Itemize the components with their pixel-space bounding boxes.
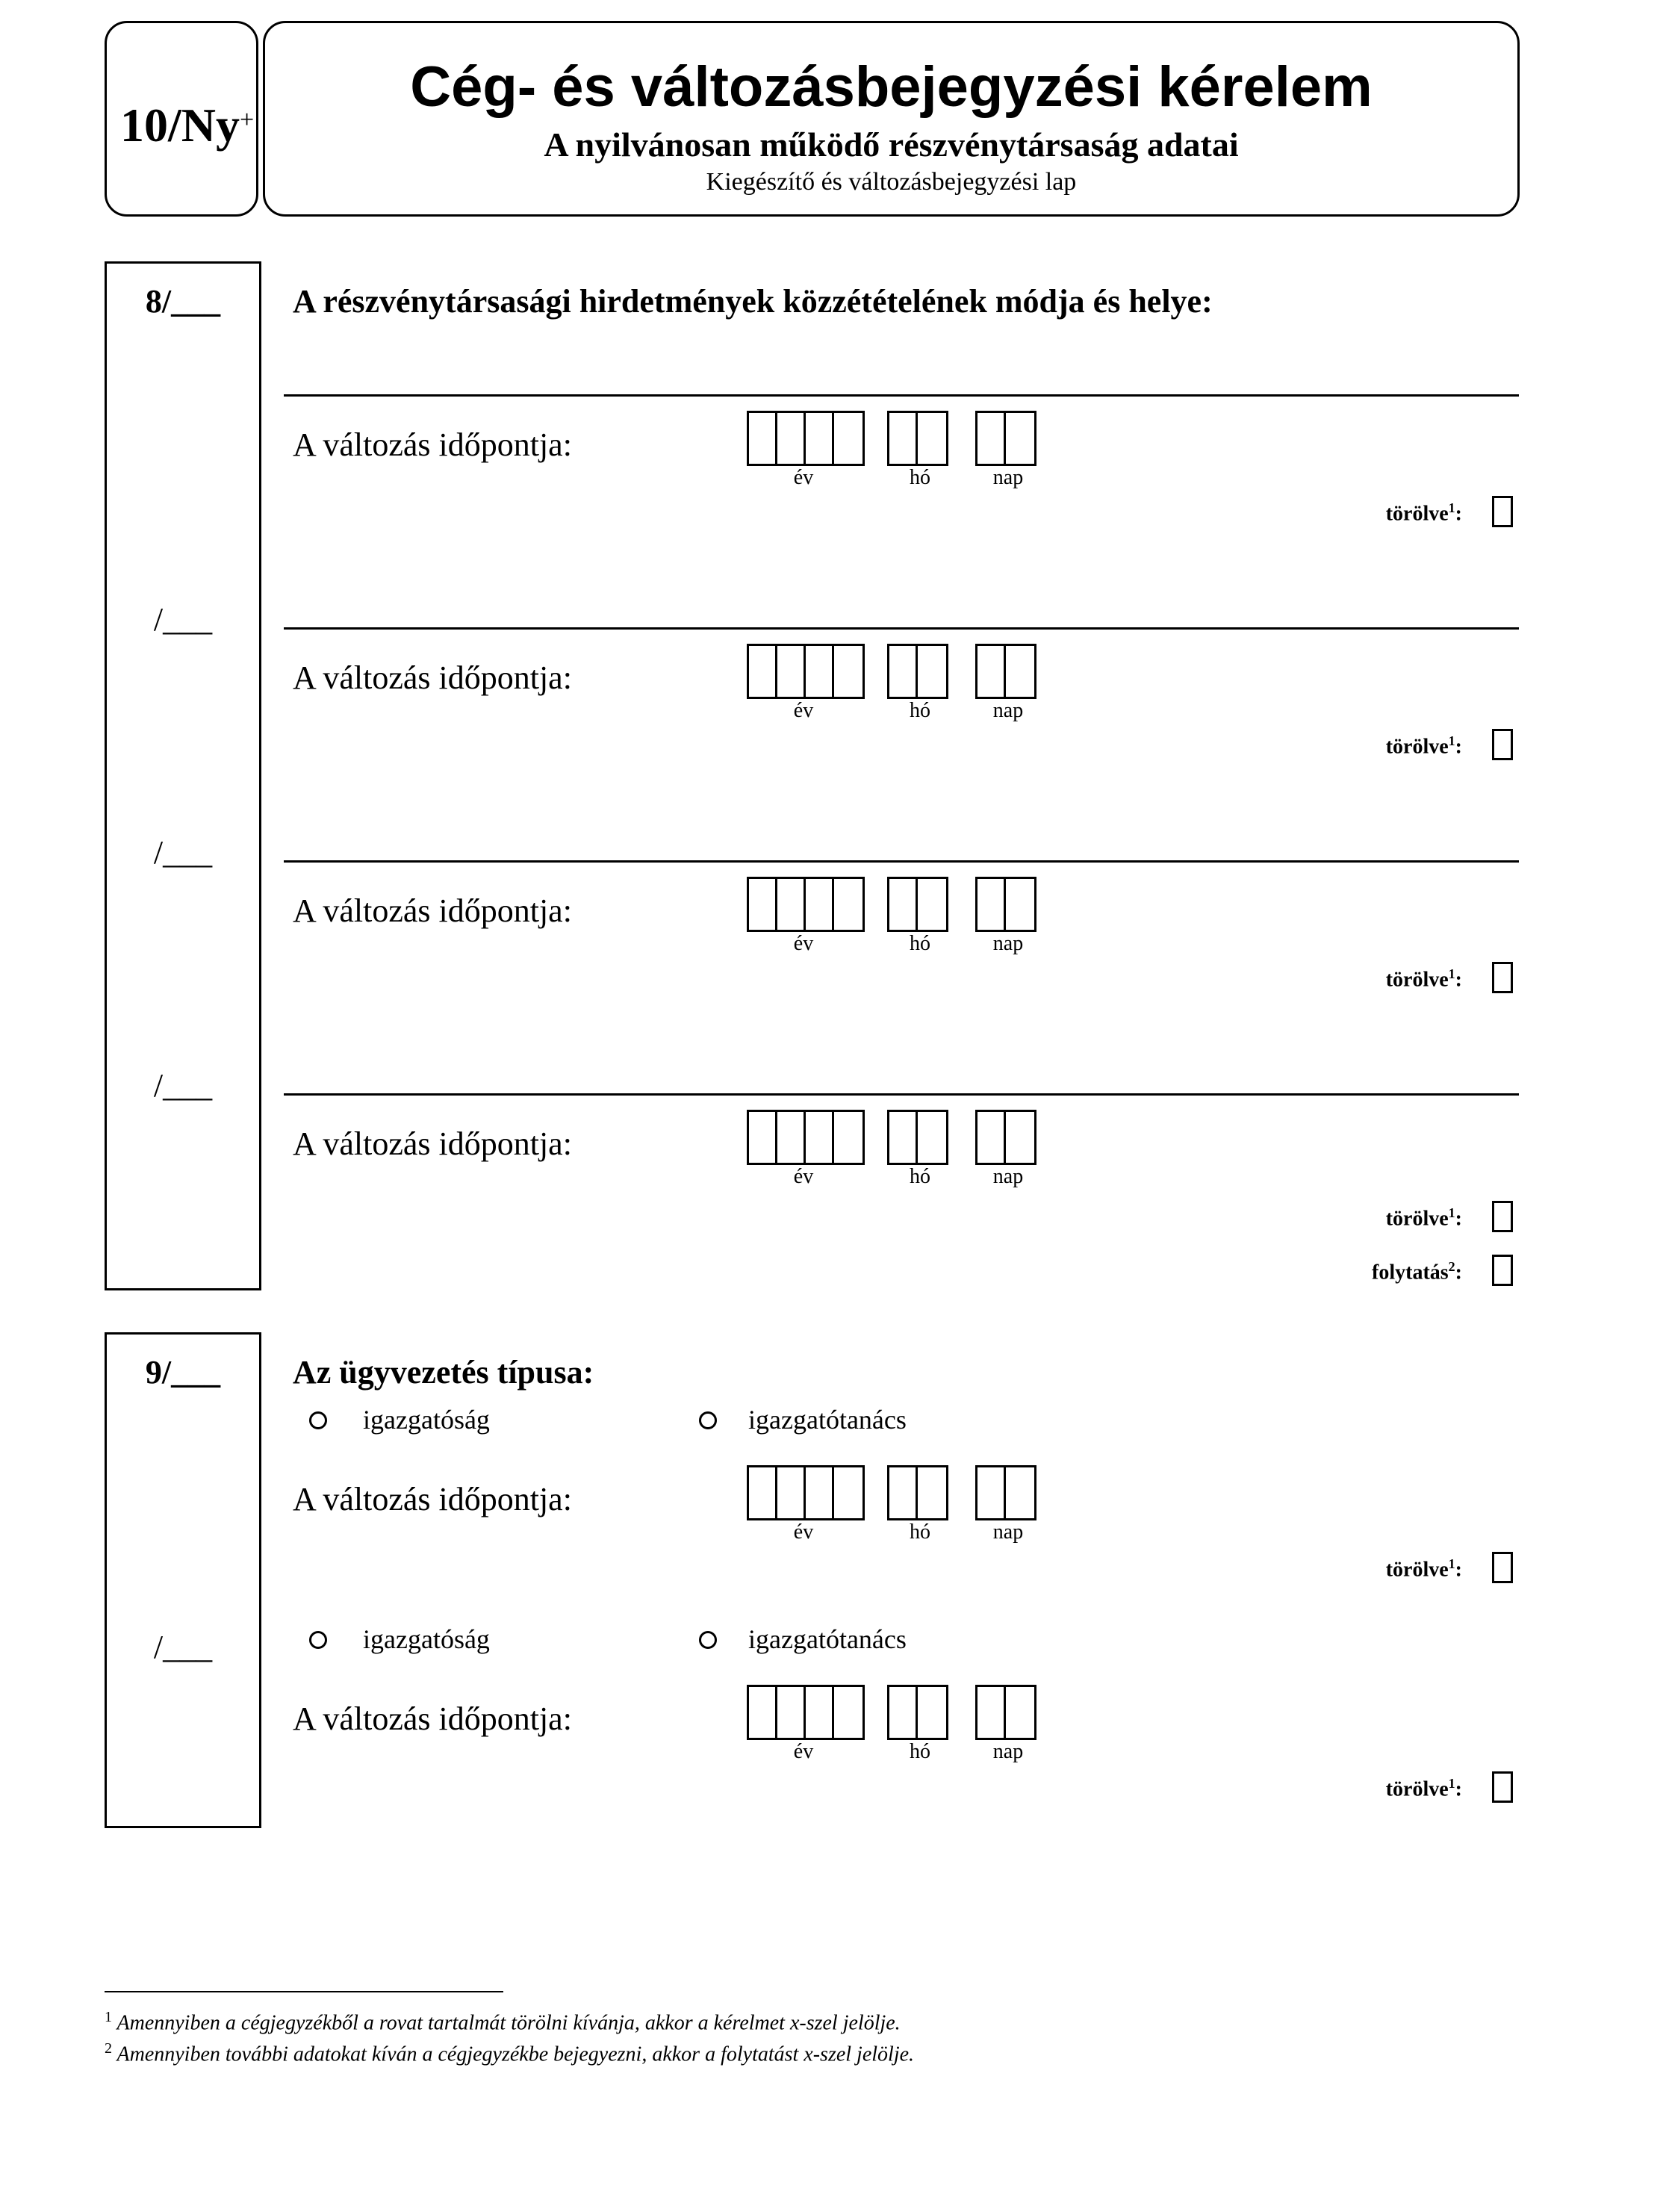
month-caption: hó: [910, 932, 930, 955]
deleted-label: törölve$^1$:: [1385, 966, 1462, 992]
year-caption: év: [793, 1740, 814, 1763]
radio-igazgatotanacs[interactable]: [699, 1631, 717, 1649]
deleted-label: törölve$^1$:: [1385, 1776, 1462, 1801]
footnote-divider: [105, 1991, 503, 1992]
deleted-checkbox[interactable]: [1492, 729, 1513, 760]
footnote-1: $^1$ Amennyiben a cégjegyzékből a rovat tartalmát törölni kívánja, akkor a kérelmet x-szel jelölje.: [105, 2009, 901, 2035]
section8-title: A részvénytársasági hirdetmények közzétételének módja és helye:: [293, 283, 1213, 320]
year-caption: év: [793, 932, 814, 955]
month-caption: hó: [910, 1520, 930, 1544]
form-code-box: [105, 21, 258, 217]
deleted-label: törölve$^1$:: [1385, 1205, 1462, 1231]
deleted-checkbox[interactable]: [1492, 1552, 1513, 1583]
radio-igazgatosag[interactable]: [309, 1631, 327, 1649]
date-label: A változás időpontja:: [293, 1700, 572, 1737]
month-caption: hó: [910, 699, 930, 722]
form-code-sup: +: [240, 106, 255, 134]
year-input[interactable]: [747, 1110, 865, 1165]
year-caption: év: [793, 466, 814, 489]
day-caption: nap: [992, 1165, 1024, 1188]
form-subtitle-secondary: Kiegészítő és változásbejegyzési lap: [706, 168, 1077, 196]
section8-number-box: [105, 261, 261, 1290]
date-label: A változás időpontja:: [293, 1481, 572, 1517]
month-input[interactable]: [887, 877, 948, 932]
continue-checkbox[interactable]: [1492, 1255, 1513, 1286]
year-caption: év: [793, 1520, 814, 1544]
section8-entry-number[interactable]: /___: [153, 601, 213, 638]
footnote-2: $^2$ Amennyiben további adatokat kíván a cégjegyzékbe bejegyezni, akkor a folytatást x-szel jelölje.: [105, 2040, 915, 2066]
section9-number[interactable]: 9/___: [145, 1354, 221, 1391]
day-caption: nap: [992, 1740, 1024, 1763]
option-label-igazgatotanacs: igazgatótanács: [748, 1405, 907, 1435]
form-title-box: [263, 21, 1520, 217]
deleted-checkbox[interactable]: [1492, 962, 1513, 993]
day-input[interactable]: [975, 411, 1036, 466]
year-input[interactable]: [747, 1685, 865, 1740]
form-subtitle: A nyilvánosan működő részvénytársaság adatai: [544, 125, 1239, 164]
month-caption: hó: [910, 1740, 930, 1763]
form-code: 10/Ny+: [120, 99, 255, 152]
day-caption: nap: [992, 466, 1024, 489]
date-label: A változás időpontja:: [293, 426, 572, 463]
day-input[interactable]: [975, 1685, 1036, 1740]
deleted-label: törölve$^1$:: [1385, 1556, 1462, 1582]
section9-title: Az ügyvezetés típusa:: [293, 1354, 594, 1391]
option-label-igazgatotanacs: igazgatótanács: [748, 1624, 907, 1654]
deleted-label: törölve$^1$:: [1385, 733, 1462, 759]
announcement-line[interactable]: [284, 1093, 1519, 1096]
form-title: Cég- és változásbejegyzési kérelem: [410, 55, 1373, 119]
day-caption: nap: [992, 699, 1024, 722]
date-label: A változás időpontja:: [293, 892, 572, 929]
month-input[interactable]: [887, 1110, 948, 1165]
month-input[interactable]: [887, 1685, 948, 1740]
announcement-line[interactable]: [284, 394, 1519, 397]
day-caption: nap: [992, 932, 1024, 955]
section8-entry-number[interactable]: /___: [153, 1067, 213, 1104]
day-input[interactable]: [975, 877, 1036, 932]
deleted-checkbox[interactable]: [1492, 1201, 1513, 1232]
month-caption: hó: [910, 1165, 930, 1188]
day-caption: nap: [992, 1520, 1024, 1544]
year-caption: év: [793, 1165, 814, 1188]
month-caption: hó: [910, 466, 930, 489]
continue-label: folytatás$^2$:: [1372, 1259, 1462, 1284]
month-input[interactable]: [887, 411, 948, 466]
section9-number-box: [105, 1332, 261, 1828]
deleted-checkbox[interactable]: [1492, 1771, 1513, 1803]
section9-entry-number[interactable]: /___: [153, 1629, 213, 1665]
date-label: A változás időpontja:: [293, 659, 572, 696]
option-label-igazgatosag: igazgatóság: [363, 1405, 490, 1435]
year-input[interactable]: [747, 1465, 865, 1520]
year-input[interactable]: [747, 877, 865, 932]
radio-igazgatotanacs[interactable]: [699, 1411, 717, 1429]
month-input[interactable]: [887, 1465, 948, 1520]
announcement-line[interactable]: [284, 627, 1519, 630]
section8-entry-number[interactable]: /___: [153, 834, 213, 871]
month-input[interactable]: [887, 644, 948, 699]
year-caption: év: [793, 699, 814, 722]
date-label: A változás időpontja:: [293, 1125, 572, 1162]
deleted-checkbox[interactable]: [1492, 496, 1513, 527]
day-input[interactable]: [975, 1465, 1036, 1520]
day-input[interactable]: [975, 1110, 1036, 1165]
option-label-igazgatosag: igazgatóság: [363, 1624, 490, 1654]
year-input[interactable]: [747, 644, 865, 699]
radio-igazgatosag[interactable]: [309, 1411, 327, 1429]
day-input[interactable]: [975, 644, 1036, 699]
section8-number[interactable]: 8/___: [145, 283, 221, 320]
year-input[interactable]: [747, 411, 865, 466]
announcement-line[interactable]: [284, 860, 1519, 863]
deleted-label: törölve$^1$:: [1385, 500, 1462, 526]
